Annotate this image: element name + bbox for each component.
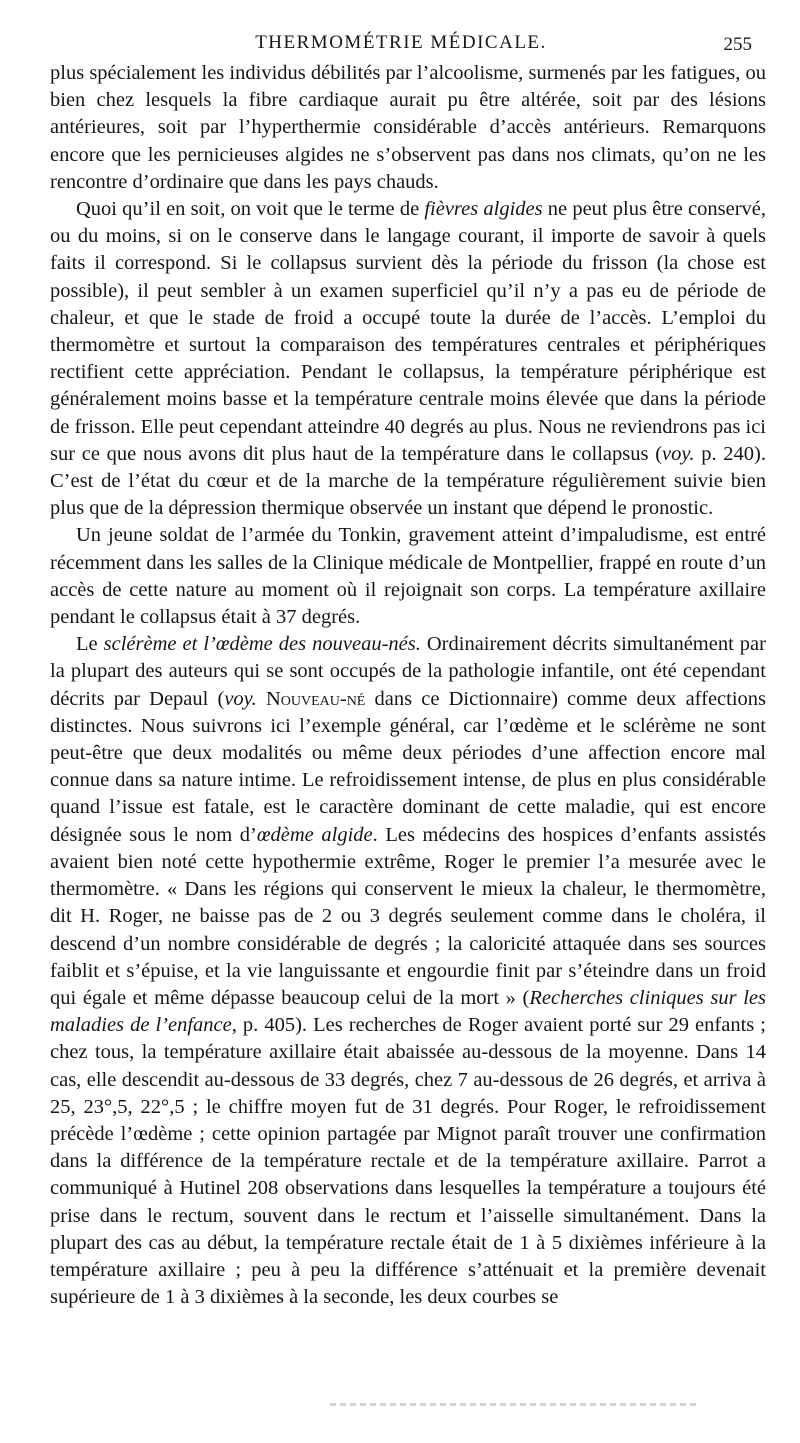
italic-run: fièvres algides xyxy=(424,198,543,221)
paragraph-alcoholism xyxy=(50,60,766,196)
paragraph-tonkin-soldier xyxy=(50,522,766,631)
text-run: p. 240). C’est de l’état du cœur et de la marche de la température régulièrement suivie bien plus que de la dépression thermique observée un instant que dépend le pronostic. xyxy=(50,442,766,520)
italic-run: Recherches cliniques sur les maladies de l’enfance xyxy=(50,986,766,1037)
running-head xyxy=(50,32,752,56)
small-caps-run: Nouveau-né xyxy=(265,687,366,710)
running-title: THERMOMÉTRIE MÉDICALE. xyxy=(255,32,547,53)
footer-print-trace xyxy=(330,1403,700,1406)
text-run: Un jeune soldat de l’armée du Tonkin, gravement atteint d’impaludisme, est entré récemment dans les salles de la Clinique médicale de Montpellier, frappé en route d’un accès de cette nature au moment où il rejoignait son corps. La température axillaire pendant le collapsus était à 37 degrés. xyxy=(50,524,766,629)
text-run: Ordinairement décrits simultanément par la plupart des auteurs qui se sont occupés de la pathologie infantile, ont été cependant décrits par Depaul ( xyxy=(50,633,766,710)
body-text xyxy=(50,60,766,1311)
text-run xyxy=(257,688,266,710)
text-run: , p. 405). Les recherches de Roger avaient porté sur 29 enfants ; chez tous, la température axillaire était abaissée au-dessous de la moyenne. Dans 14 cas, elle descendit au-dessous de 33 degrés, chez 7 au-dessous de 26 degrés, et arriva à 25, 23°,5, 22°,5 ; le chiffre moyen fut de 31 degrés. Pour Roger, le refroidissement précède l’œdème ; cette opinion partagée par Mignot paraît trouver une confirmation dans la différence de la température rectale et de la température axillaire. Parrot a communiqué à Hutinel 208 observations dans lesquelles la température a toujours été prise dans le rectum, souvent dans le rectum et l’aisselle simultanément. Dans la plupart des cas au début, la température rectale était de 1 à 5 dixièmes inférieure à la température axillaire ; peu à peu la différence s’atténuait et la première devenait supérieure de 1 à 3 dixièmes à la seconde, les deux courbes se xyxy=(50,1014,766,1309)
italic-run: voy. xyxy=(224,687,257,710)
text-run: dans ce Dictionnaire) comme deux affections distinctes. Nous suivrons ici l’exemple général, car l’œdème et le sclérème ne sont peut-être que deux modalités ou même deux périodes d’une affection encore mal connue dans sa nature intime. Le refroidissement intense, de plus en plus considérable quand l’issue est fatale, est le caractère dominant de cette maladie, qui est encore désignée sous le nom d’ xyxy=(50,687,767,846)
text-run: plus spécialement les individus débilités par l’alcoolisme, surmenés par les fatigues, ou bien chez lesquels la fibre cardiaque aurait pu être altérée, soit par des lésions antérieures, soit par l’hyperthermie considérable d’accès antérieurs. Remarquons encore que les pernicieuses algides ne s’observent pas dans nos climats, qu’on ne les rencontre d’ordinaire que dans les pays chauds. xyxy=(50,62,766,193)
italic-run: œdème algide xyxy=(256,823,373,846)
text-run: Quoi qu’il en soit, on voit que le terme de xyxy=(76,198,425,221)
text-run: ne peut plus être conservé, ou du moins, si on le conserve dans le langage courant, il importe de savoir à quels faits il correspond. Si le collapsus survient dès la période du frisson (la chose est possible), il peut sembler à un examen superficiel qu’il n’y a pas eu de période de chaleur, et que le stade de froid a occupé toute la durée de l’accès. L’emploi du thermomètre et surtout la comparaison des températures centrales et périphériques rectifient cette appréciation. Pendant le collapsus, la température périphérique est généralement moins basse et la température centrale moins élevée que dans la période de frisson. Elle peut cependant atteindre 40 degrés au plus. Nous ne reviendrons pas ici sur ce que nous avons dit plus haut de la température dans le collapsus ( xyxy=(50,198,767,465)
paragraph-sclereme-oedeme xyxy=(50,631,766,1311)
text-run: Le xyxy=(76,633,104,656)
page-number: 255 xyxy=(723,34,752,55)
paragraph-fievres-algides xyxy=(50,196,766,522)
italic-run: sclérème et l’œdème des nouveau-nés. xyxy=(103,633,421,656)
text-run: . Les médecins des hospices d’enfants assistés avaient bien noté cette hypothermie extrême, Roger le premier l’a mesurée avec le thermomètre. « Dans les régions qui conservent le mieux la chaleur, le thermomètre, dit H. Roger, ne baisse pas de 2 ou 3 degrés seulement comme dans le choléra, il descend d’un nombre considérable de degrés ; la caloricité attaquée dans ses sources faiblit et s’épuise, et la vie languissante et engourdie finit par s’éteindre dans un froid qui égale et même dépasse beaucoup celui de la mort » ( xyxy=(50,823,767,1009)
italic-run: voy. xyxy=(662,442,695,465)
